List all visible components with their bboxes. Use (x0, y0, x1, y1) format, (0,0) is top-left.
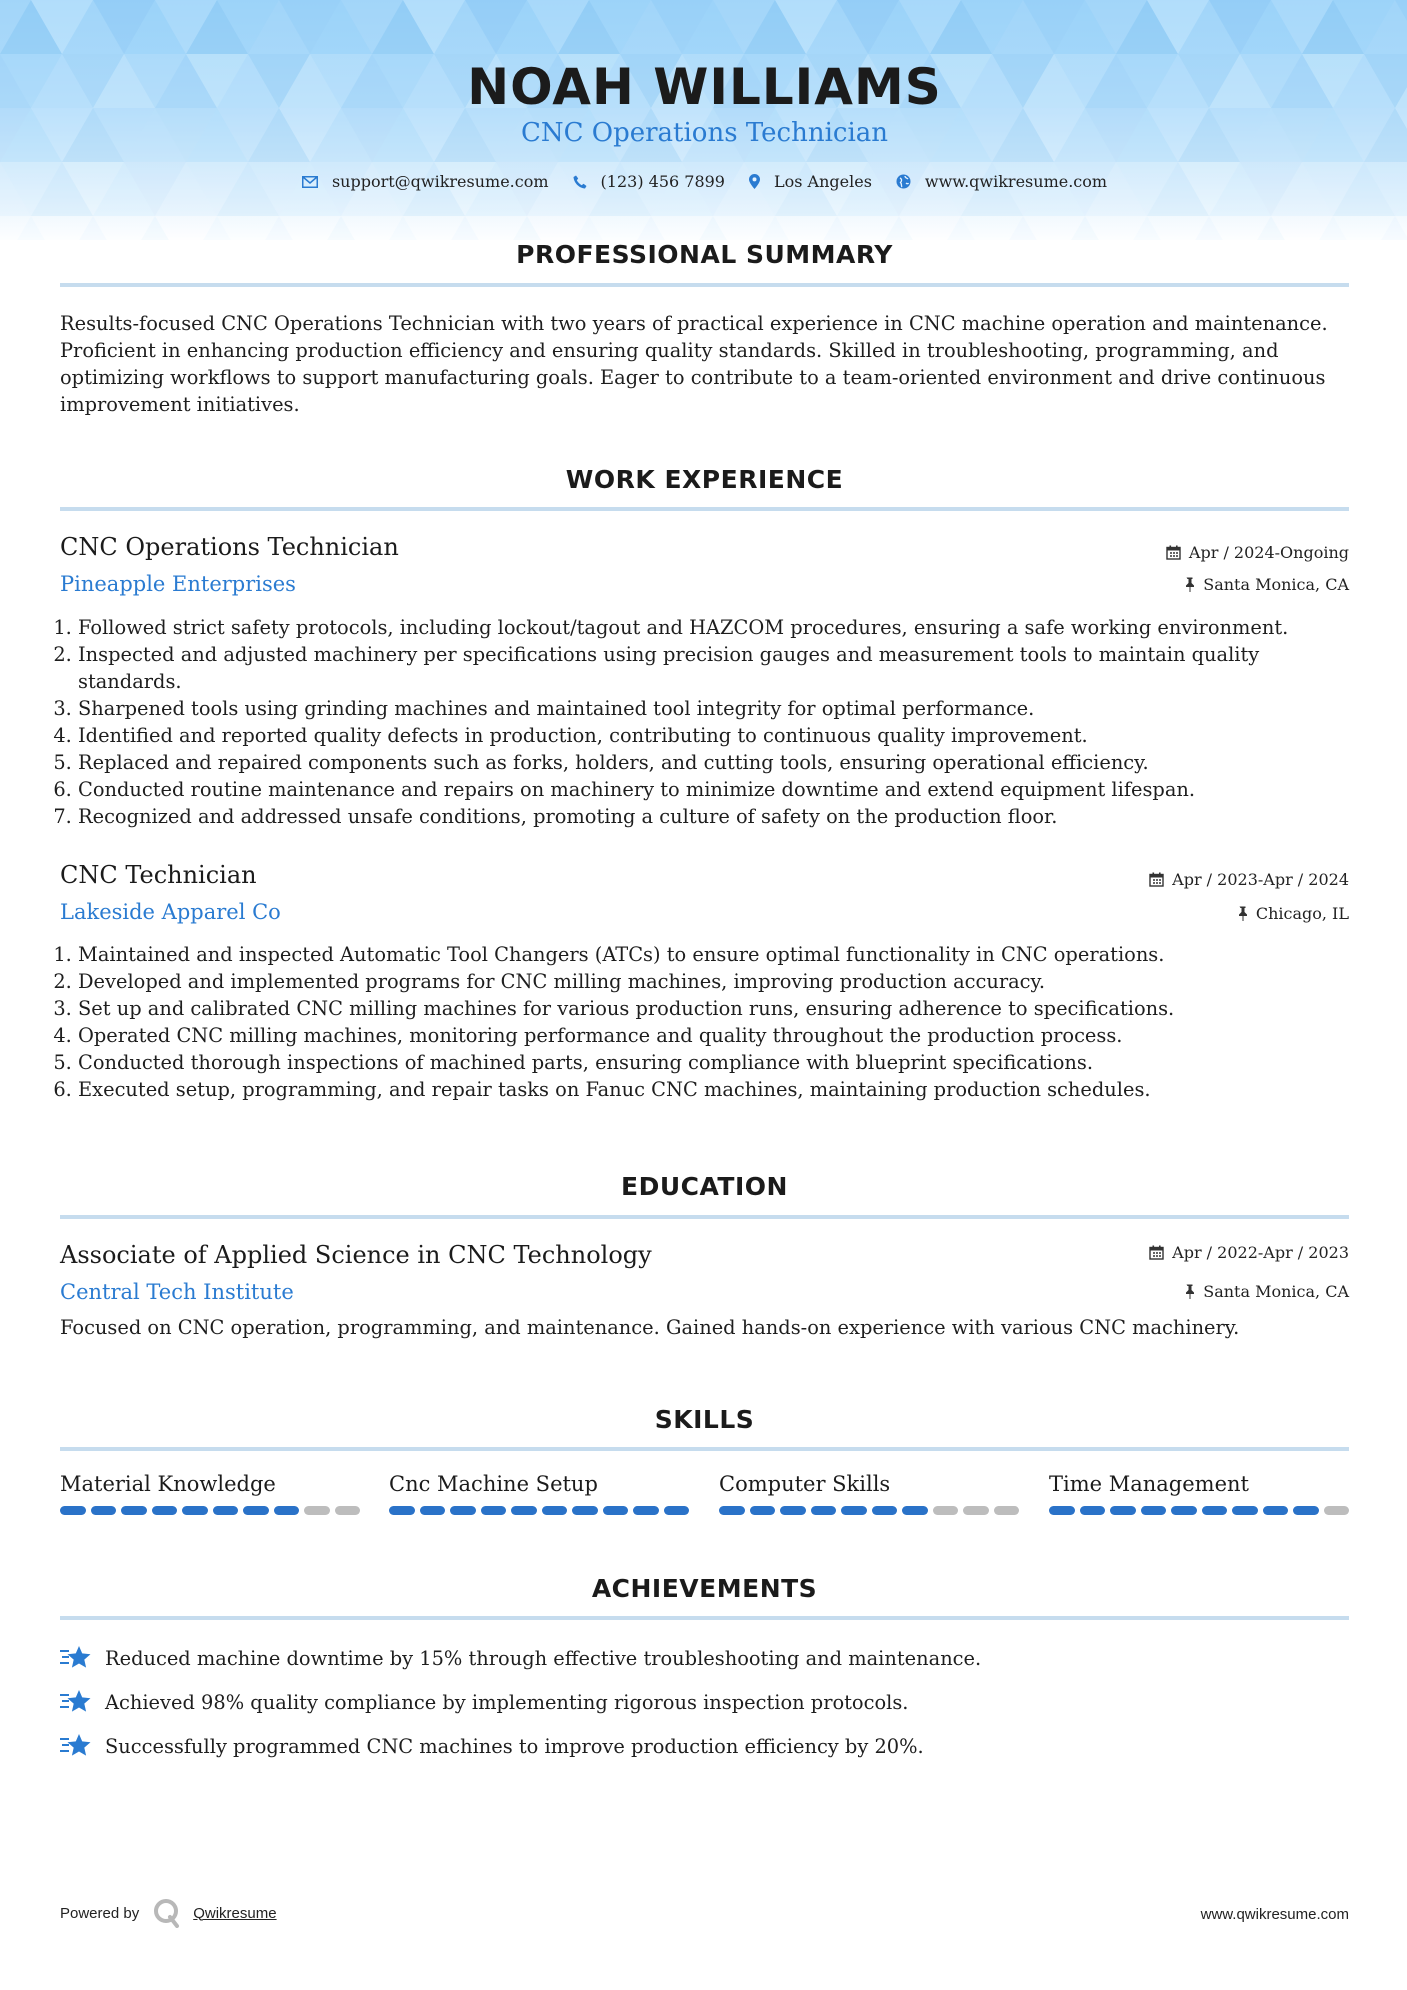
powered-by-label: Powered by (60, 1904, 140, 1922)
qwikresume-logo-icon (153, 1898, 181, 1928)
pushpin-icon (1184, 577, 1195, 592)
skill-segment-filled (872, 1506, 898, 1515)
job-location-text: Chicago, IL (1255, 904, 1349, 923)
skill-item (1049, 1472, 1349, 1515)
star-icon (60, 1645, 92, 1671)
skill-segment-empty (933, 1506, 959, 1515)
achievement-item (60, 1733, 924, 1759)
skill-segment-filled (750, 1506, 776, 1515)
contact-website[interactable] (896, 172, 1107, 191)
job-company: Lakeside Apparel Co (60, 900, 281, 924)
skill-rating-bar (389, 1506, 689, 1515)
skill-segment-filled (1232, 1506, 1258, 1515)
education-degree: Associate of Applied Science in CNC Technology (60, 1241, 652, 1269)
skill-rating-bar (1049, 1506, 1349, 1515)
list-item: 3. Sharpened tools using grinding machines and maintained tool integrity for optimal performance. (78, 695, 1349, 722)
achievement-text: Achieved 98% quality compliance by implementing rigorous inspection protocols. (105, 1690, 909, 1714)
skill-segment-filled (1080, 1506, 1106, 1515)
list-item: 2. Inspected and adjusted machinery per specifications using precision gauges and measurement tools to maintain quality standards. (78, 641, 1349, 695)
job-bullets (60, 941, 1349, 1103)
education-dates (1149, 1243, 1349, 1262)
skill-segment-filled (1293, 1506, 1319, 1515)
list-item: 5. Conducted thorough inspections of machined parts, ensuring compliance with blueprint specifications. (78, 1049, 1349, 1076)
skill-segment-filled (603, 1506, 629, 1515)
list-item: 4. Identified and reported quality defects in production, contributing to continuous quality improvement. (78, 722, 1349, 749)
skill-segment-filled (542, 1506, 568, 1515)
skill-segment-filled (633, 1506, 659, 1515)
globe-icon (896, 174, 911, 189)
calendar-icon (1149, 872, 1164, 887)
achievement-item (60, 1689, 908, 1715)
skill-segment-filled (719, 1506, 745, 1515)
job-dates (1166, 543, 1349, 562)
contact-website-text: www.qwikresume.com (924, 172, 1108, 191)
summary-text: Results-focused CNC Operations Technician with two years of practical experience in CNC machine operation and maintenance. Proficient in enhancing production efficiency and ensuring quality standards. Skilled in troubleshooting, programming, and optimizing workflows to support manufacturing goals. Eager to contribute to a team-oriented environment and drive continuous improvement initiatives. (60, 312, 1328, 416)
job-location-text: Santa Monica, CA (1203, 575, 1349, 594)
pushpin-icon (1184, 1284, 1195, 1299)
calendar-icon (1166, 545, 1181, 560)
skill-segment-filled (780, 1506, 806, 1515)
skill-segment-filled (902, 1506, 928, 1515)
education-location (1184, 1282, 1349, 1301)
contact-email-text: support@qwikresume.com (331, 172, 549, 191)
skill-segment-filled (1110, 1506, 1136, 1515)
footer-website[interactable]: www.qwikresume.com (1200, 1906, 1349, 1923)
education-location-text: Santa Monica, CA (1203, 1282, 1349, 1301)
achievement-text: Successfully programmed CNC machines to improve production efficiency by 20%. (105, 1734, 924, 1758)
skill-segment-filled (420, 1506, 446, 1515)
list-item: 1. Maintained and inspected Automatic Tool Changers (ATCs) to ensure optimal functionality in CNC operations. (78, 941, 1349, 968)
skills-heading: SKILLS (654, 1405, 755, 1434)
skill-item (719, 1472, 1019, 1515)
skill-segment-empty (1324, 1506, 1350, 1515)
section-divider (60, 283, 1349, 287)
section-divider (60, 1616, 1349, 1620)
job-dates-text: Apr / 2024-Ongoing (1188, 543, 1349, 562)
job-bullets (60, 614, 1349, 830)
skill-label: Time Management (1049, 1472, 1249, 1496)
skill-label: Material Knowledge (60, 1472, 276, 1496)
job-location (1237, 904, 1349, 923)
contact-phone-text: (123) 456 7899 (600, 172, 725, 191)
envelope-icon (302, 176, 318, 188)
skill-rating-bar (719, 1506, 1019, 1515)
education-description: Focused on CNC operation, programming, and maintenance. Gained hands-on experience with various CNC machinery. (60, 1316, 1240, 1339)
contact-location-text: Los Angeles (773, 172, 872, 191)
achievement-text: Reduced machine downtime by 15% through effective troubleshooting and maintenance. (105, 1646, 982, 1670)
skill-segment-filled (274, 1506, 300, 1515)
education-school: Central Tech Institute (60, 1280, 294, 1304)
job-location (1184, 575, 1349, 594)
job-dates (1149, 870, 1349, 889)
skill-item (389, 1472, 689, 1515)
skill-segment-filled (121, 1506, 147, 1515)
skill-segment-empty (994, 1506, 1020, 1515)
contact-email[interactable] (302, 172, 549, 191)
skill-segment-filled (1202, 1506, 1228, 1515)
skill-segment-filled (182, 1506, 208, 1515)
skill-segment-filled (1263, 1506, 1289, 1515)
skill-segment-filled (664, 1506, 690, 1515)
list-item: 6. Executed setup, programming, and repair tasks on Fanuc CNC machines, maintaining production schedules. (78, 1076, 1349, 1103)
brand-link[interactable]: Qwikresume (193, 1904, 277, 1922)
section-divider (60, 507, 1349, 511)
skill-segment-filled (60, 1506, 86, 1515)
skill-segment-filled (450, 1506, 476, 1515)
section-divider (60, 1447, 1349, 1451)
list-item: 3. Set up and calibrated CNC milling machines for various production runs, ensuring adherence to specifications. (78, 995, 1349, 1022)
skill-segment-filled (1141, 1506, 1167, 1515)
education-dates-text: Apr / 2022-Apr / 2023 (1172, 1243, 1349, 1262)
calendar-icon (1149, 1245, 1164, 1260)
skill-segment-filled (1171, 1506, 1197, 1515)
skill-label: Computer Skills (719, 1472, 891, 1496)
footer-powered-by (60, 1898, 277, 1928)
skill-segment-filled (389, 1506, 415, 1515)
achievements-heading: ACHIEVEMENTS (591, 1574, 818, 1603)
skill-rating-bar (60, 1506, 360, 1515)
skill-segment-filled (152, 1506, 178, 1515)
contact-location (749, 172, 872, 191)
skill-segment-filled (91, 1506, 117, 1515)
pushpin-icon (1237, 906, 1248, 921)
skill-segment-filled (1049, 1506, 1075, 1515)
skill-segment-filled (841, 1506, 867, 1515)
star-icon (60, 1689, 92, 1715)
skill-segment-filled (481, 1506, 507, 1515)
skill-label: Cnc Machine Setup (389, 1472, 598, 1496)
skill-item (60, 1472, 360, 1515)
experience-heading: WORK EXPERIENCE (565, 465, 844, 494)
skill-segment-empty (963, 1506, 989, 1515)
skill-segment-filled (811, 1506, 837, 1515)
skill-segment-empty (335, 1506, 361, 1515)
list-item: 5. Replaced and repaired components such as forks, holders, and cutting tools, ensuring operational efficiency. (78, 749, 1349, 776)
education-heading: EDUCATION (621, 1172, 788, 1201)
list-item: 2. Developed and implemented programs for CNC milling machines, improving production accuracy. (78, 968, 1349, 995)
skill-segment-filled (572, 1506, 598, 1515)
job-role: CNC Technician (60, 861, 257, 889)
map-pin-icon (749, 174, 760, 189)
skill-segment-filled (511, 1506, 537, 1515)
job-dates-text: Apr / 2023-Apr / 2024 (1172, 870, 1349, 889)
section-divider (60, 1215, 1349, 1219)
phone-icon (573, 175, 587, 189)
star-icon (60, 1733, 92, 1759)
list-item: 7. Recognized and addressed unsafe conditions, promoting a culture of safety on the production floor. (78, 803, 1349, 830)
list-item: 6. Conducted routine maintenance and repairs on machinery to minimize downtime and extend equipment lifespan. (78, 776, 1349, 803)
job-company: Pineapple Enterprises (60, 572, 296, 596)
skill-segment-empty (304, 1506, 330, 1515)
candidate-name: NOAH WILLIAMS (467, 58, 942, 116)
list-item: 4. Operated CNC milling machines, monitoring performance and quality throughout the production process. (78, 1022, 1349, 1049)
contact-phone[interactable] (573, 172, 725, 191)
summary-heading: PROFESSIONAL SUMMARY (516, 240, 893, 269)
achievement-item (60, 1645, 981, 1671)
list-item: 1. Followed strict safety protocols, including lockout/tagout and HAZCOM procedures, ensuring a safe working environment. (78, 614, 1349, 641)
skill-segment-filled (243, 1506, 269, 1515)
contact-bar (60, 172, 1349, 191)
job-role: CNC Operations Technician (60, 533, 399, 561)
candidate-title: CNC Operations Technician (520, 118, 889, 148)
skill-segment-filled (213, 1506, 239, 1515)
